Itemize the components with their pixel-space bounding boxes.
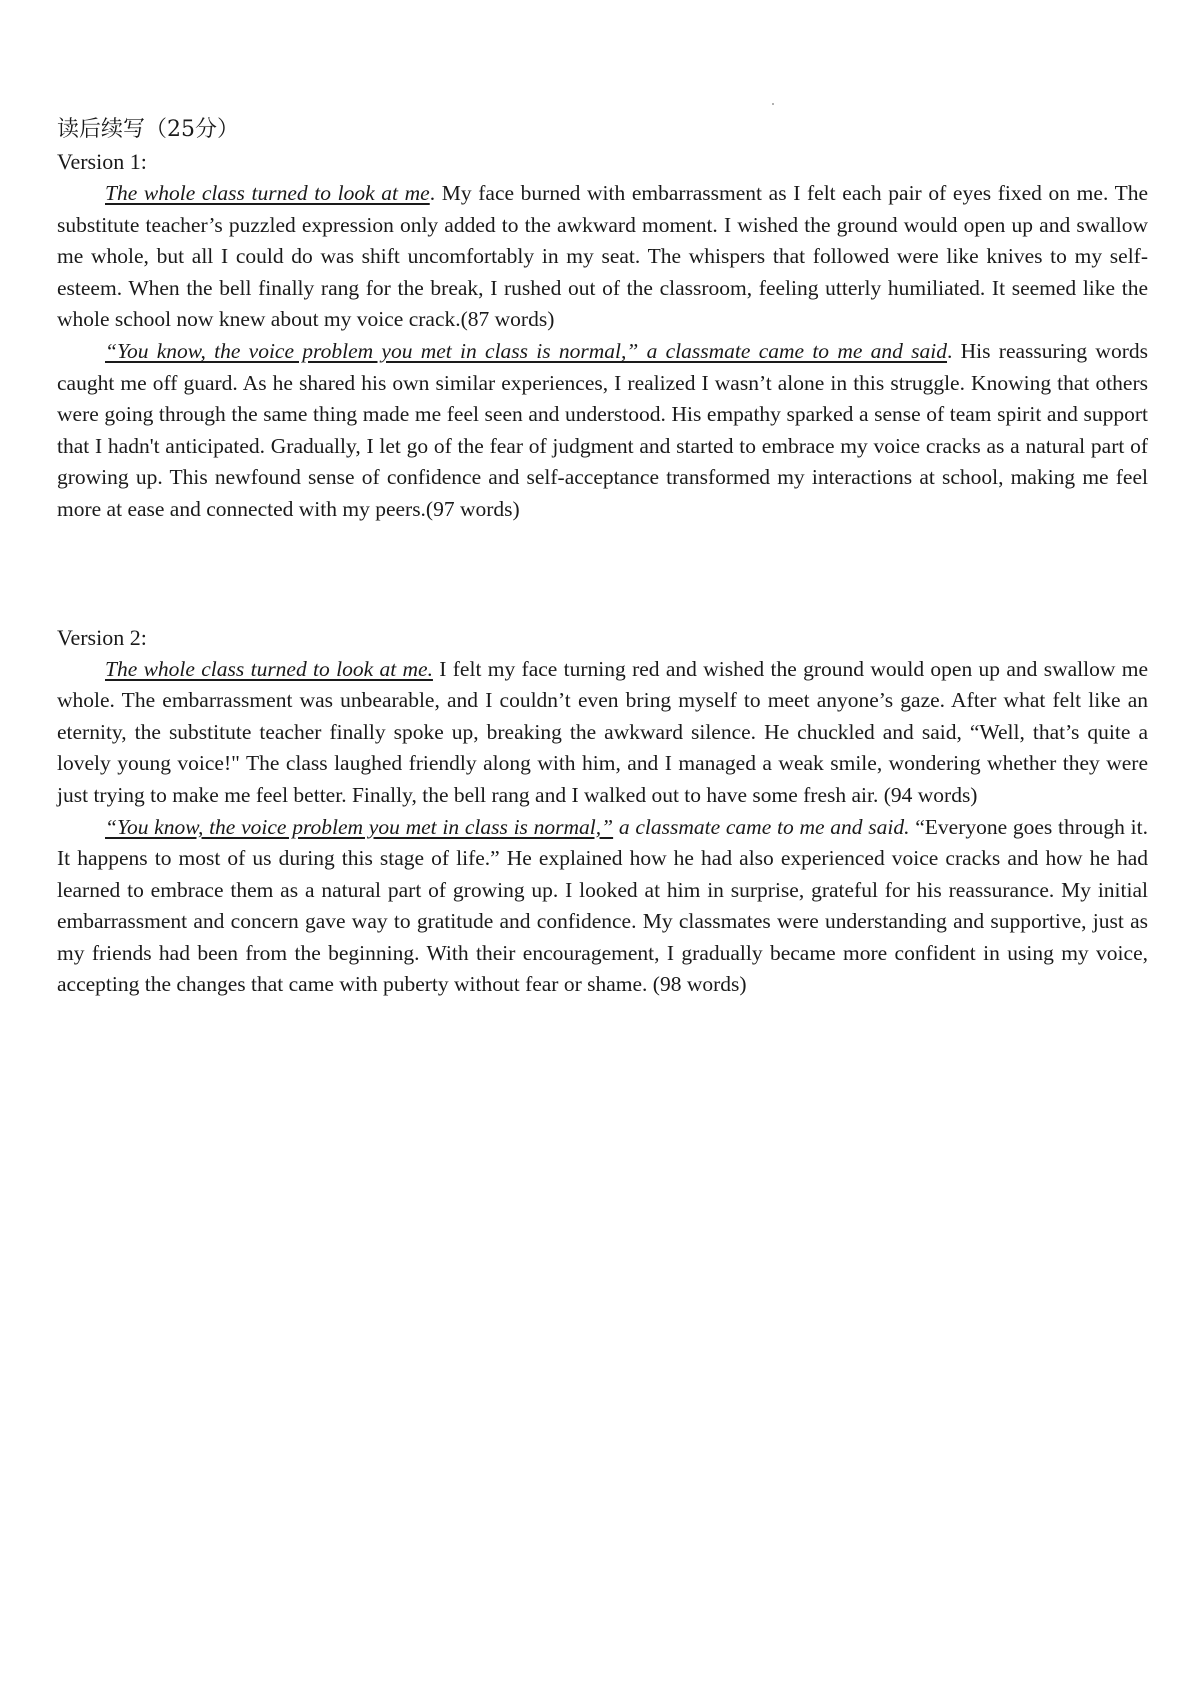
version-2-paragraph-2 — [57, 812, 1148, 1002]
version-2-paragraph-1 — [57, 654, 1148, 812]
section-title: 读后续写（25分） — [57, 117, 239, 142]
scan-speck — [772, 103, 774, 105]
version-1-label: Version 1: — [57, 149, 147, 174]
version-2-paragraph-1-lead: The whole class turned to look at me. — [105, 656, 433, 681]
version-2-paragraph-2-lead-tail: a classmate came to me and said. — [613, 814, 910, 839]
version-2-paragraph-1-body: I felt my face turning red and wished the ground would open up and swallow me whole. The embarrassment was unbearable, and I couldn’t even bring myself to meet anyone’s gaze. After what felt like an eternity, the substitute teacher finally spoke up, breaking the awkward silence. He chuckled and said, “Well, that’s quite a lovely young voice!" The class laughed friendly along with him, and I managed a weak smile, wondering whether they were just trying to make me feel better. Finally, the bell rang and I walked out to have some fresh air. (94 words) — [57, 656, 1148, 807]
version-1-paragraph-1 — [57, 178, 1148, 336]
version-2-paragraph-2-body: “Everyone goes through it. It happens to most of us during this stage of life.” He explained how he had also experienced voice cracks and how he had learned to embrace them as a natural part of growing up. I looked at him in surprise, grateful for his reassurance. My initial embarrassment and concern gave way to gratitude and confidence. My classmates were understanding and supportive, just as my friends had been from the beginning. With their encouragement, I gradually became more confident in using my voice, accepting the changes that came with puberty without fear or shame. (98 words) — [57, 814, 1148, 997]
document-page — [57, 114, 1148, 1001]
version-1-paragraph-2-body: . His reassuring words caught me off guard. As he shared his own similar experiences, I realized I wasn’t alone in this struggle. Knowing that others were going through the same thing made me feel seen and understood. His empathy sparked a sense of team spirit and support that I hadn't anticipated. Gradually, I let go of the fear of judgment and started to embrace my voice cracks as a natural part of growing up. This newfound sense of confidence and self-acceptance transformed my interactions at school, making me feel more at ease and connected with my peers.(97 words) — [57, 338, 1148, 521]
version-1-paragraph-2 — [57, 336, 1148, 526]
version-1-paragraph-1-body: . My face burned with embarrassment as I felt each pair of eyes fixed on me. The substitute teacher’s puzzled expression only added to the awkward moment. I wished the ground would open up and swallow me whole, but all I could do was shift uncomfortably in my seat. The whispers that followed were like knives to my self-esteem. When the bell finally rang for the break, I rushed out of the classroom, feeling utterly humiliated. It seemed like the whole school now knew about my voice crack.(87 words) — [57, 181, 1148, 332]
version-2-paragraph-2-lead: “You know, the voice problem you met in class is normal,” — [105, 814, 614, 839]
section-gap — [57, 526, 1148, 622]
version-1-paragraph-1-lead: The whole class turned to look at me — [105, 181, 430, 205]
version-1-paragraph-2-lead: “You know, the voice problem you met in class is normal,” a classmate came to me and said — [105, 338, 948, 363]
version-2-label: Version 2: — [57, 624, 147, 650]
